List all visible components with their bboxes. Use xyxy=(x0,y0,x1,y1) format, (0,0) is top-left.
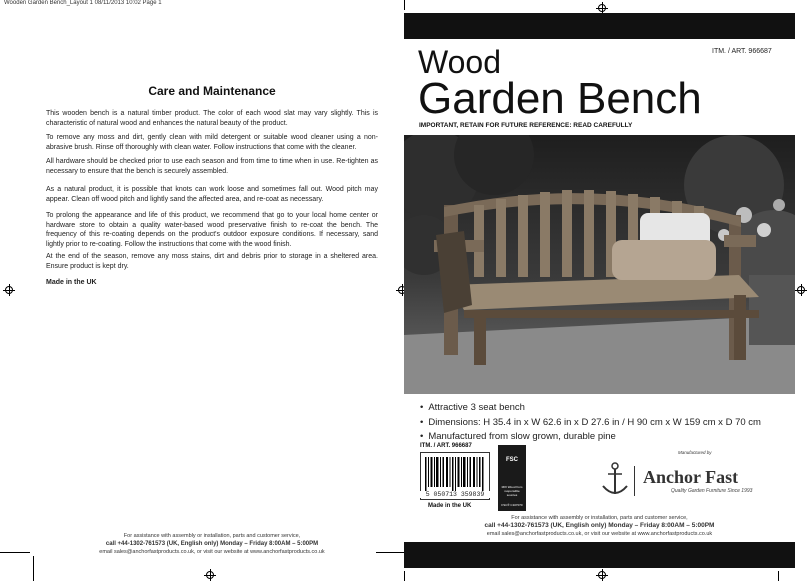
anchor-glyph xyxy=(600,462,630,498)
registration-mark-icon xyxy=(204,569,216,581)
footer-line: For assistance with assembly or installation, parts and customer service, xyxy=(123,533,301,539)
brand-tagline: Quality Garden Furniture Since 1993 xyxy=(671,488,753,494)
bench-photo xyxy=(404,135,795,394)
fsc-code: FSC® C107070 xyxy=(501,503,523,507)
registration-mark-icon xyxy=(596,569,608,581)
care-paragraph: To remove any moss and dirt, gently clean with mild detergent or suitable wood cleaner using a non-abrasive brush. Rinse off thoroughly with clean water. Follow instructions that come with the cleaner. xyxy=(46,134,378,151)
bottom-banner xyxy=(404,542,795,568)
care-paragraph: As a natural product, it is possible that knots can work loose and sometimes fall out. Wood pitch may appear. Clean off wood pitch and lightly sand the affected area, and re-coat as necessary. xyxy=(46,186,378,203)
barcode-label: ITM. / ART. 966687 xyxy=(420,443,472,449)
care-paragraph: To prolong the appearance and life of this product, we recommend that go to your local home center or hardware store to obtain a quality water-based wood preservative finish to re-coat the bench. The frequency of this re-coating depends on the product's outdoor exposure conditions. If necessary, sand lightly prior to re-coating. Follow the instructions that come with the wood finish. xyxy=(46,212,378,248)
barcode-bars xyxy=(421,453,489,493)
brand-name: Anchor Fast xyxy=(643,467,739,487)
feature-list xyxy=(420,401,800,445)
anchor-icon xyxy=(600,462,630,498)
care-paragraph: At the end of the season, remove any moss stains, dirt and debris prior to storage in a sheltered area. Ensure product is kept dry. xyxy=(46,253,378,270)
footer-email: email sales@anchorfastproducts.co.uk, or visit our website at www.anchorfastproducts.co.uk xyxy=(99,549,325,555)
barcode-number: 5 050713 359839 xyxy=(420,491,490,498)
footer-email: email sales@anchorfastproducts.co.uk, or visit our website at www.anchorfastproducts.co.uk xyxy=(486,531,713,537)
fsc-text: MIX Wood from responsible sources xyxy=(501,485,523,497)
registration-mark-icon xyxy=(3,284,15,296)
feature-item: • Manufactured from slow grown, durable pine xyxy=(420,430,800,445)
manufactured-by: Manufactured by xyxy=(678,450,712,455)
brand-divider xyxy=(634,466,635,496)
fsc-label: FSC xyxy=(506,457,518,463)
crop-mark xyxy=(778,571,779,581)
bench-photo-illustration xyxy=(404,135,795,394)
print-slug: Wooden Garden Bench_Layout 1 08/11/2013 10:02 Page 1 xyxy=(4,0,162,6)
registration-mark-icon xyxy=(795,284,807,296)
care-maintenance-heading: Care and Maintenance xyxy=(148,84,276,98)
crop-mark xyxy=(0,552,30,553)
important-notice: IMPORTANT, RETAIN FOR FUTURE REFERENCE: READ CAREFULLY xyxy=(419,122,633,129)
made-in-uk-left: Made in the UK xyxy=(46,279,97,286)
made-in-uk-right: Made in the UK xyxy=(428,503,472,509)
top-banner xyxy=(404,13,795,39)
footer-phone: call +44-1302-761573 (UK, English only) Monday – Friday 8:00AM – 5:00PM xyxy=(105,541,319,547)
left-footer xyxy=(40,532,384,556)
item-art-number: ITM. / ART. 966687 xyxy=(712,48,772,55)
right-footer xyxy=(404,514,795,538)
fsc-logo-icon xyxy=(498,445,526,511)
footer-line: For assistance with assembly or installation, parts and customer service, xyxy=(511,515,688,521)
title-wood: Wood xyxy=(418,44,502,80)
feature-item: • Dimensions: H 35.4 in x W 62.6 in x D 27.6 in / H 90 cm x W 159 cm x D 70 cm xyxy=(420,416,800,431)
crop-mark xyxy=(33,556,34,581)
care-paragraph: All hardware should be checked prior to use each season and from time to time when in use. Re-tighten as necessary to ensure that the bench is securely assembled. xyxy=(46,158,378,175)
care-paragraph: This wooden bench is a natural timber product. The color of each wood slat may vary slightly. This is characteristic of natural wood and enhances the natural beauty of the product. xyxy=(46,110,378,127)
crop-mark xyxy=(404,0,405,10)
feature-item: • Attractive 3 seat bench xyxy=(420,401,800,416)
crop-mark xyxy=(404,571,405,581)
footer-phone: call +44-1302-761573 (UK, English only) Monday – Friday 8:00AM – 5:00PM xyxy=(484,522,715,529)
title-garden-bench: Garden Bench xyxy=(418,74,702,123)
